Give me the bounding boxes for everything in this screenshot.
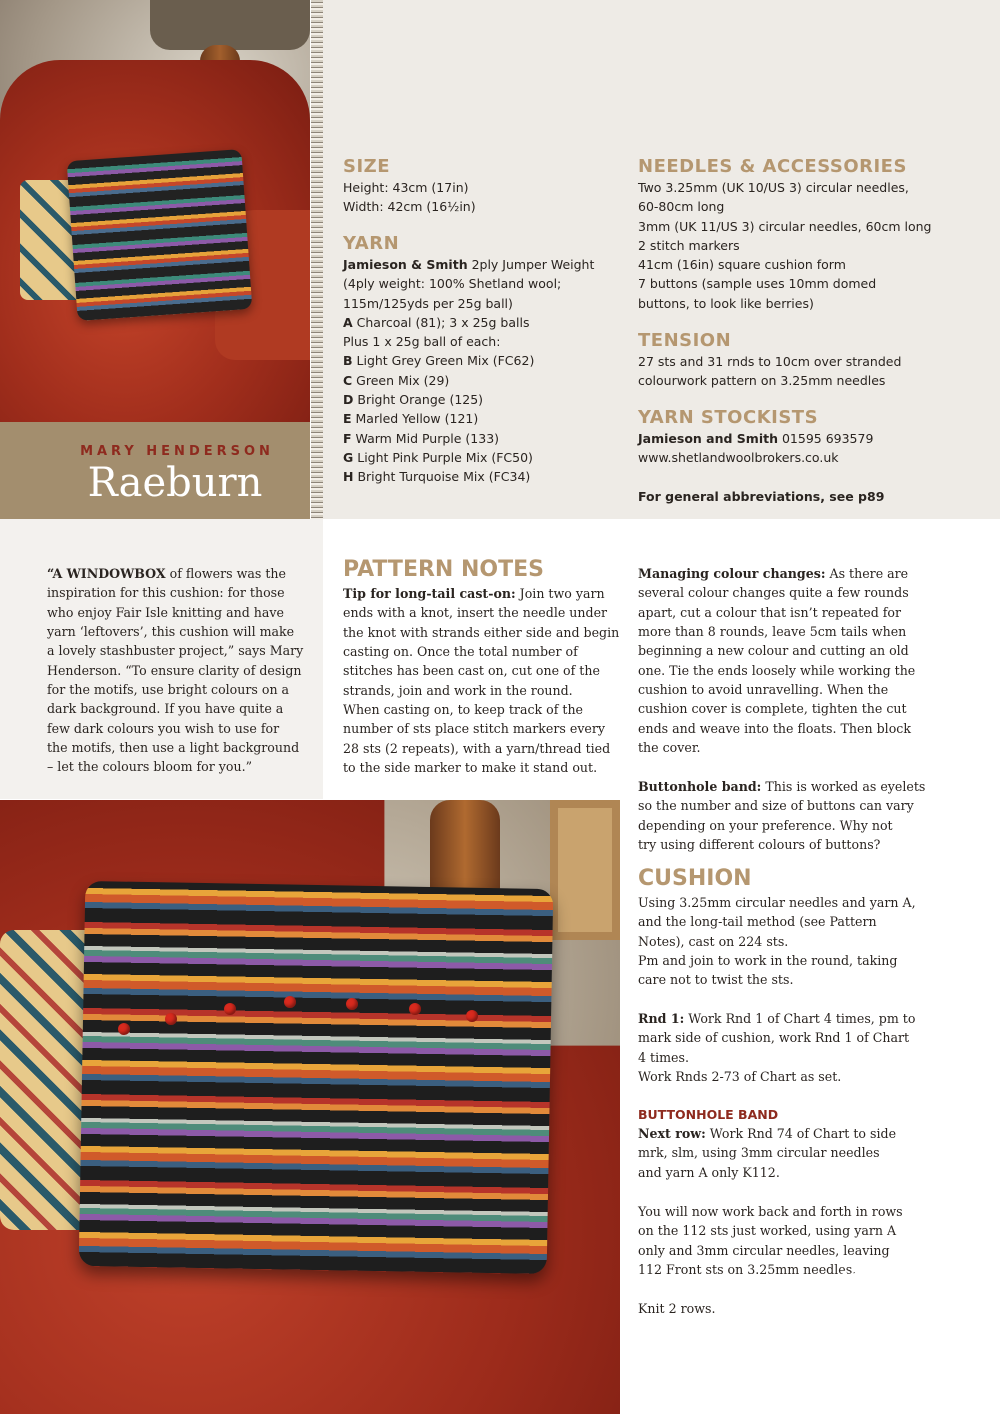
yarn-brand: Jamieson & Smith	[343, 257, 468, 272]
tip-line: 28 sts (2 repeats), with a yarn/thread tied	[343, 740, 611, 756]
next-row-line: and yarn A only K112.	[638, 1164, 780, 1180]
intro-line: a lovely stashbuster project,” says Mary	[47, 643, 304, 659]
tension-line: colourwork pattern on 3.25mm needles	[638, 373, 886, 389]
tip-line: casting on. Once the total number of	[343, 644, 578, 660]
intro-line: who enjoy Fair Isle knitting and have	[47, 604, 284, 620]
intro-quote	[47, 564, 303, 777]
stockist-line	[638, 429, 873, 448]
stockist-url[interactable]: www.shetlandwoolbrokers.co.uk	[638, 450, 839, 466]
rnd1-line: Rnd 1: Work Rnd 1 of Chart 4 times, pm to	[638, 1011, 916, 1026]
size-height: Height: 43cm (17in)	[343, 180, 469, 195]
needles-line: 41cm (16in) square cushion form	[638, 257, 846, 273]
intro-line: the motifs, then use a light background	[47, 740, 300, 756]
next-row-line: mrk, slm, using 3mm circular needles	[638, 1145, 880, 1161]
abbreviations-note: For general abbreviations, see p89	[638, 489, 885, 504]
yarn-colour-d: D Bright Orange (125)	[343, 392, 484, 408]
pattern-title: Raeburn	[87, 460, 263, 506]
size-heading: SIZE	[343, 156, 391, 177]
buttonhole-band-rows	[638, 1202, 903, 1279]
cushion-line: Using 3.25mm circular needles and yarn A,	[638, 895, 916, 910]
knit-rows-instruction: Knit 2 rows.	[638, 1301, 716, 1316]
pattern-notes-tip	[343, 584, 619, 777]
yarn-colour-h: H Bright Turquoise Mix (FC34)	[343, 469, 531, 485]
tip-line: the knot with strands either side and begin	[343, 624, 620, 640]
stockists-heading: YARN STOCKISTS	[638, 407, 819, 428]
cushion-closeup-photo	[0, 800, 620, 1414]
managing-line: Managing colour changes: As there are	[638, 566, 909, 581]
next-row-lead: Next row:	[638, 1126, 706, 1141]
cushion-line: Pm and join to work in the round, taking	[638, 953, 898, 969]
managing-line: cushion to avoid unravelling. When the	[638, 682, 889, 698]
rows-line: 112 Front sts on 3.25mm needles.	[638, 1262, 857, 1278]
yarn-colour-g: G Light Pink Purple Mix (FC50)	[343, 449, 533, 465]
needles-line: 2 stitch markers	[638, 237, 740, 253]
rnd1-line: Work Rnds 2-73 of Chart as set.	[638, 1069, 842, 1085]
yarn-colour-b: B Light Grey Green Mix (FC62)	[343, 353, 535, 369]
yarn-line-2: (4ply weight: 100% Shetland wool;	[343, 276, 562, 292]
needles-line: Two 3.25mm (UK 10/US 3) circular needles,	[638, 180, 909, 195]
rnd1-line: mark side of cushion, work Rnd 1 of Chart	[638, 1030, 910, 1046]
stockists-details	[638, 429, 873, 468]
yarn-colour-f: F Warm Mid Purple (133)	[343, 430, 500, 446]
yarn-colour-e: E Marled Yellow (121)	[343, 411, 479, 427]
cushion-line: Notes), cast on 224 sts.	[638, 933, 789, 949]
cushion-heading: CUSHION	[638, 866, 752, 891]
needles-line: buttons, to look like berries)	[638, 295, 814, 311]
managing-line: several colour changes quite a few rounds	[638, 585, 909, 601]
intro-line: few dark colours you wish to use for	[47, 720, 280, 736]
tip-line: strands, join and work in the round.	[343, 682, 573, 698]
yarn-heading: YARN	[343, 233, 400, 254]
rnd1-lead: Rnd 1:	[638, 1011, 685, 1026]
needles-line: 60-80cm long	[638, 199, 725, 215]
buttonhole-band-heading: BUTTONHOLE BAND	[638, 1107, 779, 1122]
cushion-line: care not to twist the sts.	[638, 972, 794, 988]
tension-line: 27 sts and 31 rnds to 10cm over stranded	[638, 354, 902, 369]
intro-line: dark background. If you have quite a	[47, 701, 284, 717]
intro-line: Henderson. “To ensure clarity of design	[47, 662, 302, 678]
managing-line: cushion cover is complete, tighten the cut	[638, 701, 907, 717]
stockist-phone: 01595 693579	[777, 431, 874, 446]
tip-line: Tip for long-tail cast-on: Join two yarn	[343, 586, 605, 601]
cushion-armchair-photo-top	[0, 0, 310, 422]
intro-line: yarn ‘leftovers’, this cushion will make	[47, 624, 295, 640]
rows-line: only and 3mm circular needles, leaving	[638, 1242, 890, 1258]
needles-heading: NEEDLES & ACCESSORIES	[638, 156, 907, 177]
tip-line: When casting on, to keep track of the	[343, 702, 584, 718]
intro-lead: “A WINDOWBOX	[47, 566, 166, 581]
tip-line: to the side marker to make it stand out.	[343, 760, 598, 776]
stockist-name: Jamieson and Smith	[638, 431, 778, 446]
spiral-binding	[311, 0, 323, 520]
rows-line: on the 112 sts just worked, using yarn A	[638, 1223, 897, 1239]
size-width: Width: 42cm (16½in)	[343, 199, 476, 215]
yarn-plus: Plus 1 x 25g ball of each:	[343, 334, 501, 350]
photo-caption: An eyelet buttonhole band is paired with bobble buttons	[840, 1269, 983, 1314]
managing-line: beginning a new colour and cutting an old	[638, 643, 909, 659]
needles-line: 7 buttons (sample uses 10mm domed	[638, 276, 877, 292]
tip-line: ends with a knot, insert the needle under	[343, 605, 608, 621]
managing-lead: Managing colour changes:	[638, 566, 826, 581]
intro-line: for the motifs, use bright colours on a	[47, 682, 290, 698]
tip-lead: Tip for long-tail cast-on:	[343, 586, 516, 601]
designer-name: MARY HENDERSON	[80, 444, 274, 459]
size-details	[343, 178, 476, 217]
buttonhole-note-lead: Buttonhole band:	[638, 779, 762, 794]
rnd1-line: 4 times.	[638, 1049, 689, 1065]
yarn-colour-c: C Green Mix (29)	[343, 372, 450, 388]
needles-details	[638, 178, 931, 313]
yarn-details	[343, 255, 594, 487]
round-1-instructions	[638, 1009, 915, 1086]
yarn-colour-a: A Charcoal (81); 3 x 25g balls	[343, 314, 530, 330]
pattern-notes-heading: PATTERN NOTES	[343, 557, 544, 582]
yarn-line-1: Jamieson & Smith 2ply Jumper Weight	[343, 257, 595, 272]
tip-line: stitches has been cast on, cut one of the	[343, 663, 600, 679]
intro-line: “A WINDOWBOX of flowers was the	[47, 566, 286, 581]
cushion-instructions	[638, 893, 916, 990]
buttonhole-note-line: depending on your preference. Why not	[638, 817, 893, 833]
buttonhole-note-line: try using different colours of buttons?	[638, 837, 881, 853]
buttonhole-note	[638, 777, 925, 854]
tip-line: number of sts place stitch markers every	[343, 721, 606, 737]
intro-line: – let the colours bloom for you.”	[47, 759, 253, 775]
managing-line: ends and weave into the floats. Then block	[638, 720, 911, 736]
yarn-line-3: 115m/125yds per 25g ball)	[343, 295, 513, 311]
managing-line: more than 8 rounds, leave 5cm tails when	[638, 624, 907, 640]
buttonhole-band-next-row	[638, 1124, 896, 1182]
needles-line: 3mm (UK 11/US 3) circular needles, 60cm long	[638, 218, 932, 234]
managing-line: apart, cut a colour that isn’t repeated for	[638, 604, 902, 620]
tension-heading: TENSION	[638, 330, 732, 351]
buttonhole-note-line: so the number and size of buttons can vary	[638, 798, 914, 814]
buttonhole-note-line: Buttonhole band: This is worked as eyelets	[638, 779, 926, 794]
next-row-line: Next row: Work Rnd 74 of Chart to side	[638, 1126, 897, 1141]
managing-line: one. Tie the ends loosely while working the	[638, 662, 916, 678]
intro-line: inspiration for this cushion: for those	[47, 585, 285, 601]
managing-colour-changes	[638, 564, 915, 757]
rows-line: You will now work back and forth in rows	[638, 1204, 903, 1219]
managing-line: the cover.	[638, 740, 701, 756]
tension-details	[638, 352, 901, 391]
cushion-line: and the long-tail method (see Pattern	[638, 914, 877, 930]
